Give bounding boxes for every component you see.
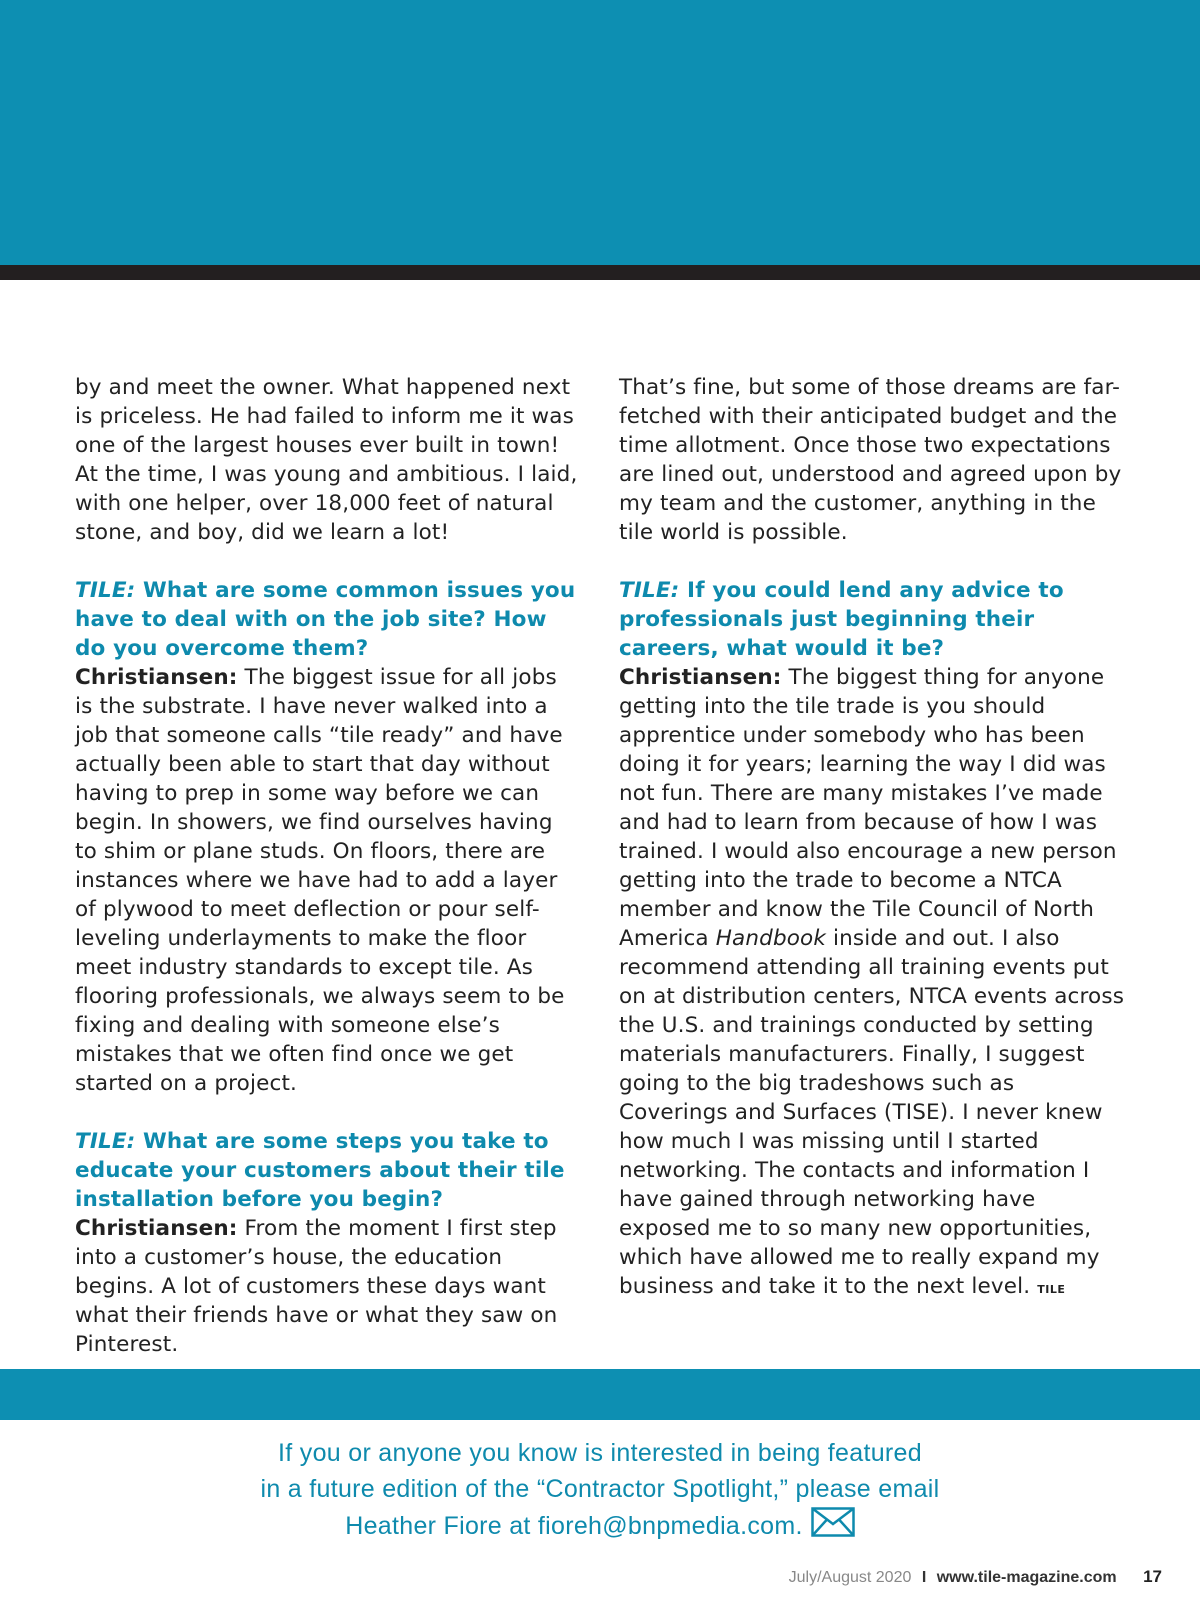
header-divider-rule [0, 265, 1200, 280]
page-number: 17 [1143, 1567, 1162, 1586]
issue-date: July/August 2020 [788, 1569, 912, 1586]
interview-question [75, 576, 580, 663]
callout-contact-text: Heather Fiore at fioreh@bnpmedia.com. [345, 1512, 803, 1540]
paragraph: by and meet the owner. What happened next is priceless. He had failed to inform me it was one of the largest houses ever built in town! At the time, I was young and ambitious. I laid, with one helper, over 18,000 feet of natural stone, and boy, did we learn a lot! [75, 375, 578, 545]
answer-text: The biggest thing for anyone getting into the tile trade is you should apprentice under somebody who has been doing it for years; learning the way I did was not fun. There are many mistakes I’ve made and had to learn from because of how I was trained. I would also encourage a new person getting into the trade to become a NTCA member and know the Tile Council of North America [619, 665, 1117, 951]
interview-answer [75, 1214, 580, 1359]
page-footer [789, 1567, 1162, 1587]
callout-line: in a future edition of the “Contractor Spotlight,” please email [260, 1475, 940, 1503]
answer-text: inside and out. I also recommend attending all training events put on at distribution centers, NTCA events across the U.S. and trainings conducted by setting materials manufacturers. Finally, I suggest going to the big tradeshows such as Coverings and Surfaces (TISE). I never knew how much I was missing until I started networking. The contacts and information I have gained through networking have exposed me to so many new opportunities, which have allowed me to really expand my business and take it to the next level. [619, 926, 1125, 1299]
interview-question [619, 576, 1129, 663]
answer-text: From the moment I first step into a customer’s house, the education begins. A lot of customers these days want what their friends have or what they saw on Pinterest. [75, 1216, 558, 1357]
callout-line: If you or anyone you know is interested in being featured [278, 1439, 922, 1467]
paragraph: That’s fine, but some of those dreams are far-fetched with their anticipated budget and the time allotment. Once those two expectations are lined out, understood and agreed upon by my team and the customer, anything in the tile world is possible. [619, 375, 1122, 545]
footer-color-band [0, 1369, 1200, 1420]
question-label: TILE: [75, 578, 136, 603]
interview-answer [75, 663, 580, 1098]
question-text: If you could lend any advice to professionals just beginning their careers, what would it be? [619, 578, 1064, 661]
callout-line [0, 1507, 1200, 1547]
question-label: TILE: [619, 578, 680, 603]
article-column-left [75, 373, 580, 1359]
answer-text: The biggest issue for all jobs is the substrate. I have never walked into a job that someone calls “tile ready” and have actually been able to start that day without having to prep in some way before we can begin. In showers, we find ourselves having to shim or plane studs. On floors, there are instances where we have had to add a layer of plywood to meet deflection or pour self-leveling underlayments to make the floor meet industry standards to except tile. As flooring professionals, we always seem to be fixing and dealing with someone else’s mistakes that we often find once we get started on a project. [75, 665, 565, 1096]
website-link[interactable]: www.tile-magazine.com [936, 1569, 1117, 1586]
footer-separator: I [921, 1569, 927, 1586]
speaker-label: Christiansen: [75, 665, 238, 690]
contractor-spotlight-callout [0, 1435, 1200, 1547]
question-text: What are some steps you take to educate your customers about their tile installation before you begin? [75, 1129, 565, 1212]
end-mark: TILE [1037, 1283, 1066, 1296]
article-column-right [619, 373, 1129, 1304]
interview-question [75, 1127, 580, 1214]
question-label: TILE: [75, 1129, 136, 1154]
speaker-label: Christiansen: [75, 1216, 238, 1241]
speaker-label: Christiansen: [619, 665, 782, 690]
interview-answer [619, 663, 1129, 1304]
publication-title: Handbook [715, 926, 826, 951]
envelope-icon[interactable] [811, 1507, 855, 1547]
header-color-band [0, 0, 1200, 265]
question-text: What are some common issues you have to deal with on the job site? How do you overcome them? [75, 578, 576, 661]
